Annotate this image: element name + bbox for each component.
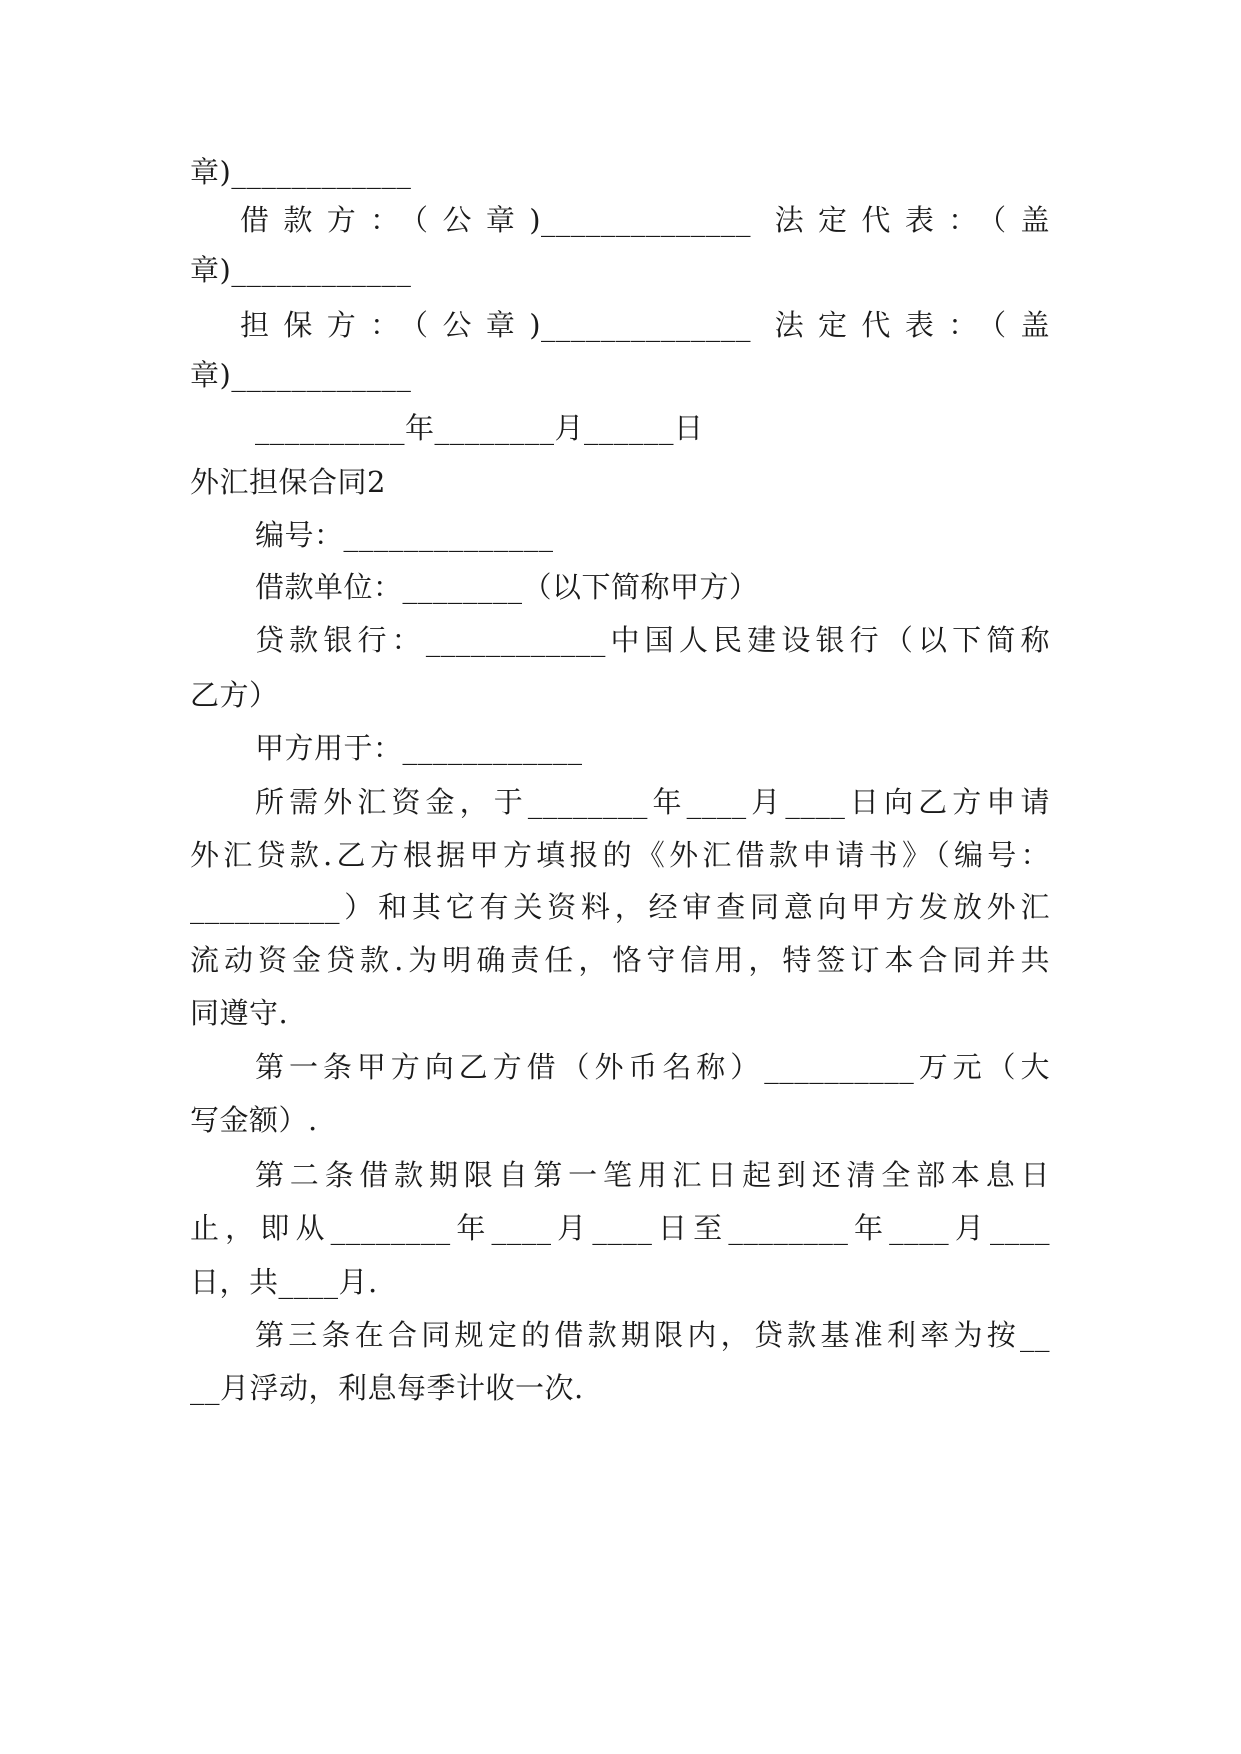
- text-line: 日，共____月.: [190, 1265, 378, 1299]
- text-line: 担保方：（公章)______________ 法定代表：（盖: [240, 308, 1050, 342]
- text-line: 编号：______________: [255, 518, 554, 552]
- date-line: __________年________月______日: [255, 411, 704, 445]
- text-line: 止，即从________年____月____日至________年____月____: [190, 1211, 1050, 1245]
- text-line: 外汇贷款.乙方根据甲方填报的《外汇借款申请书》（编号：: [190, 838, 1050, 872]
- text-line: 写金额）.: [190, 1103, 318, 1137]
- text-line: 借款单位：________（以下简称甲方）: [255, 570, 759, 604]
- text-line: 甲方用于：____________: [255, 731, 583, 765]
- text-line: 章)____________: [190, 155, 412, 189]
- text-line: 第三条在合同规定的借款期限内，贷款基准利率为按__: [255, 1318, 1050, 1352]
- text-line: 第一条甲方向乙方借（外币名称）__________万元（大: [255, 1050, 1050, 1084]
- text-line: __________）和其它有关资料，经审查同意向甲方发放外汇: [190, 890, 1050, 924]
- text-line: 同遵守.: [190, 996, 289, 1030]
- text-line: 乙方）: [190, 678, 279, 712]
- text-line: 借款方：（公章)______________ 法定代表：（盖: [240, 203, 1050, 237]
- text-line: 流动资金贷款.为明确责任，恪守信用，特签订本合同并共: [190, 943, 1050, 977]
- text-line: 所需外汇资金，于________年____月____日向乙方申请: [255, 785, 1050, 819]
- text-line: 贷款银行：____________中国人民建设银行（以下简称: [255, 623, 1050, 657]
- section-title: 外汇担保合同2: [190, 465, 386, 499]
- text-line: 第二条借款期限自第一笔用汇日起到还清全部本息日: [255, 1158, 1050, 1192]
- text-line: __月浮动，利息每季计收一次.: [190, 1371, 584, 1405]
- text-line: 章)____________: [190, 253, 412, 287]
- text-line: 章)____________: [190, 358, 412, 392]
